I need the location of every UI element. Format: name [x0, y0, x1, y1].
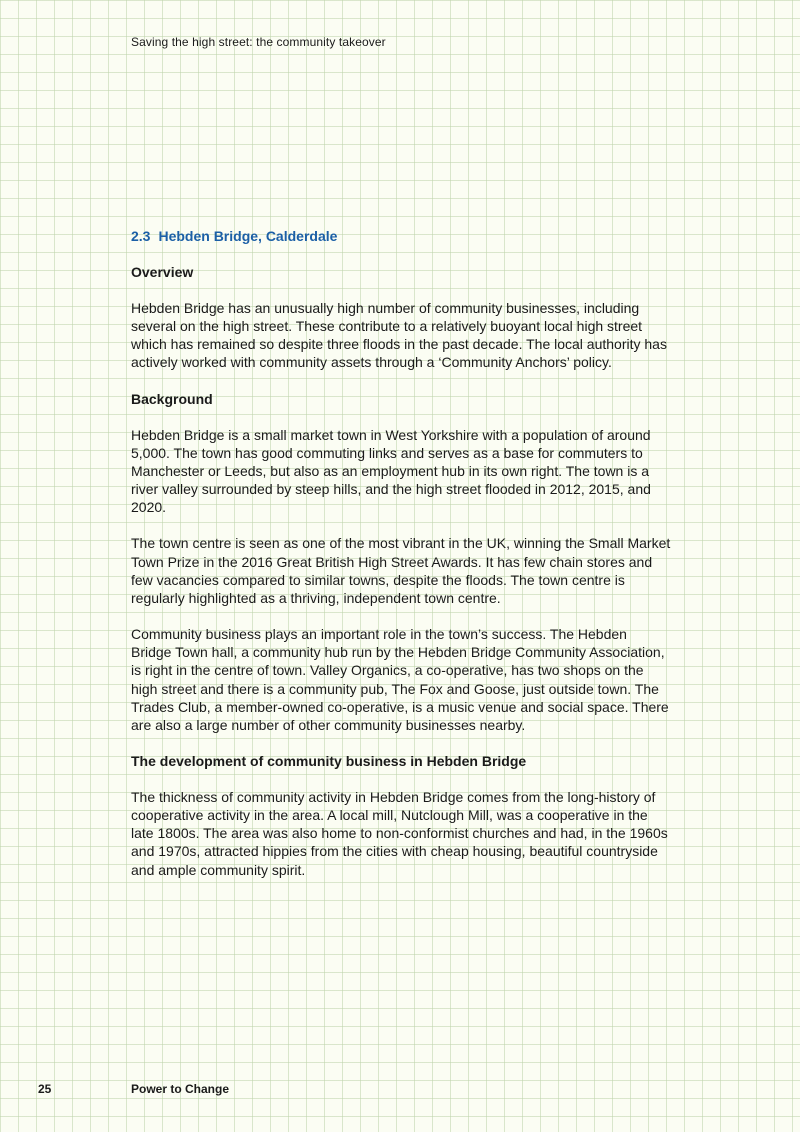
development-paragraph: The thickness of community activity in Hebden Bridge comes from the long-history of cooperative activity in the area. A local mill, Nutclough Mill, was a cooperative in the late 1800s. The area was also home to non-conformist churches and had, in the 1960s and 1970s, attracted hippies from the cities with cheap housing, beautiful countryside and ample community spirit.	[131, 788, 668, 878]
main-content	[131, 227, 671, 897]
page-number: 25	[38, 1082, 52, 1096]
background-paragraph: Community business plays an important role in the town’s success. The Hebden Bridge Town hall, a community hub run by the Hebden Bridge Community Association, is right in the centre of town. Valley Organics, a co-operative, has two shops on the high street and there is a community pub, The Fox and Goose, just outside town. The Trades Club, a member-owned co-operative, is a music venue and social space. There are also a large number of other community businesses nearby.	[131, 626, 669, 733]
section-heading	[131, 227, 671, 245]
section-number: 2.3	[131, 228, 151, 244]
development-heading: The development of community business in Hebden Bridge	[131, 752, 527, 769]
section-title: Hebden Bridge, Calderdale	[158, 228, 338, 244]
background-heading: Background	[131, 390, 213, 407]
overview-paragraph: Hebden Bridge has an unusually high number of community businesses, including several on the high street. These contribute to a relatively buoyant local high street which has remained so despite three floods in the past decade. The local authority has actively worked with community assets through a ‘Community Anchors’ policy.	[131, 300, 667, 371]
running-header: Saving the high street: the community takeover	[131, 35, 386, 49]
background-paragraph: The town centre is seen as one of the most vibrant in the UK, winning the Small Market Town Prize in the 2016 Great British High Street Awards. It has few chain stores and few vacancies compared to similar towns, despite the floods. The town centre is regularly highlighted as a thriving, independent town centre.	[131, 535, 671, 606]
background-paragraph: Hebden Bridge is a small market town in West Yorkshire with a population of around 5,000. The town has good commuting links and serves as a base for commuters to Manchester or Leeds, but also as an employment hub in its own right. The town is a river valley surrounded by steep hills, and the high street flooded in 2012, 2015, and 2020.	[131, 426, 651, 516]
footer-organisation: Power to Change	[131, 1082, 230, 1096]
overview-heading: Overview	[131, 264, 194, 280]
